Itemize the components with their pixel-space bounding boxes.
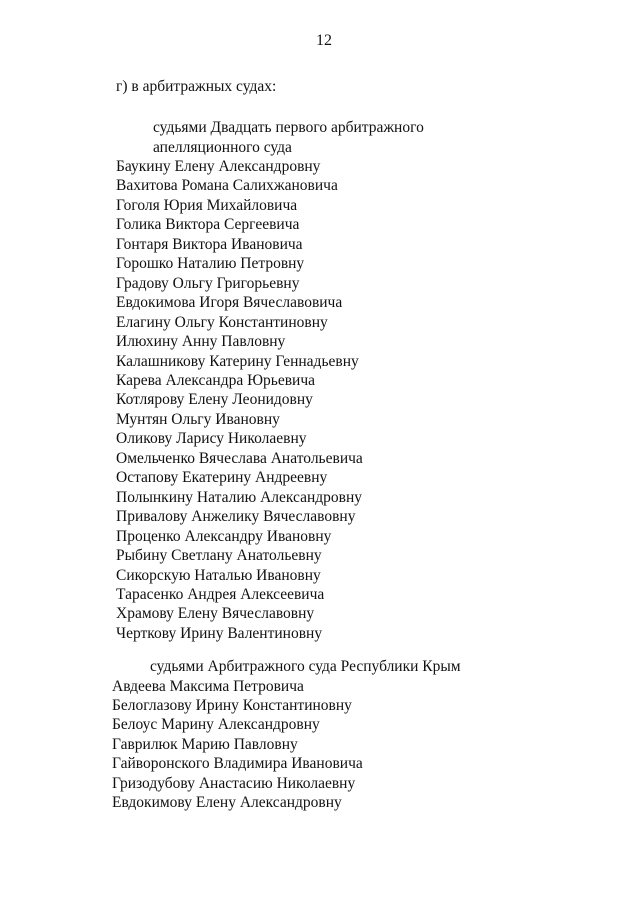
judge-name: Храмову Елену Вячеславовну	[116, 605, 315, 623]
judge-name: Полынкину Наталию Александровну	[116, 488, 363, 506]
judge-name: Гонтаря Виктора Ивановича	[116, 235, 303, 253]
court-title-line: судьями Двадцать первого арбитражного	[153, 119, 424, 136]
judge-name: Омельченко Вячеслава Анатольевича	[116, 449, 363, 467]
judge-name: Белоглазову Ирину Константиновну	[112, 696, 352, 714]
judge-name: Градову Ольгу Григорьевну	[116, 274, 300, 292]
court-title-line: апелляционного суда	[153, 138, 292, 156]
page-number: 12	[316, 32, 332, 49]
judge-name: Черткову Ирину Валентиновну	[116, 624, 323, 642]
court-group-21st-appellate	[0, 118, 640, 643]
judge-name: Гризодубову Анастасию Николаевну	[112, 774, 356, 792]
judge-name: Илюхину Анну Павловну	[116, 333, 286, 351]
judge-name: Сикорскую Наталью Ивановну	[116, 566, 321, 584]
judge-name: Горошко Наталию Петровну	[116, 255, 305, 273]
judge-name: Евдокимова Игоря Вячеславовича	[116, 294, 343, 312]
judge-name: Тарасенко Андрея Алексеевича	[116, 585, 325, 603]
section-heading: г) в арбитражных судах:	[116, 78, 277, 95]
judge-name: Гаврилюк Марию Павловну	[112, 735, 298, 753]
judge-name-list	[112, 677, 640, 813]
judge-name: Привалову Анжелику Вячеславовну	[116, 508, 356, 526]
judge-name: Вахитова Романа Салихжановича	[116, 177, 338, 195]
judge-name: Авдеева Максима Петровича	[112, 677, 304, 695]
judge-name: Голика Виктора Сергеевича	[116, 216, 300, 234]
court-group-crimea	[0, 657, 640, 813]
judge-name: Остапову Екатерину Андреевну	[116, 469, 328, 487]
judge-name: Баукину Елену Александровну	[116, 158, 321, 175]
judge-name: Проценко Александру Ивановну	[116, 527, 332, 545]
judge-name: Котлярову Елену Леонидовну	[116, 391, 313, 409]
judge-name-list	[116, 157, 640, 643]
judge-name: Гоголя Юрия Михайловича	[116, 196, 298, 214]
judge-name: Карева Александра Юрьевича	[116, 371, 316, 389]
judge-name: Белоус Марину Александровну	[112, 716, 320, 734]
judge-name: Рыбину Светлану Анатольевну	[116, 547, 322, 565]
court-title-line: судьями Арбитражного суда Республики Крым	[150, 658, 461, 675]
judge-name: Оликову Ларису Николаевну	[116, 430, 307, 448]
judge-name: Гайворонского Владимира Ивановича	[112, 755, 363, 773]
judge-name: Евдокимову Елену Александровну	[112, 794, 342, 812]
judge-name: Елагину Ольгу Константиновну	[116, 313, 328, 331]
judge-name: Калашникову Катерину Геннадьевну	[116, 352, 359, 370]
judge-name: Мунтян Ольгу Ивановну	[116, 410, 280, 428]
